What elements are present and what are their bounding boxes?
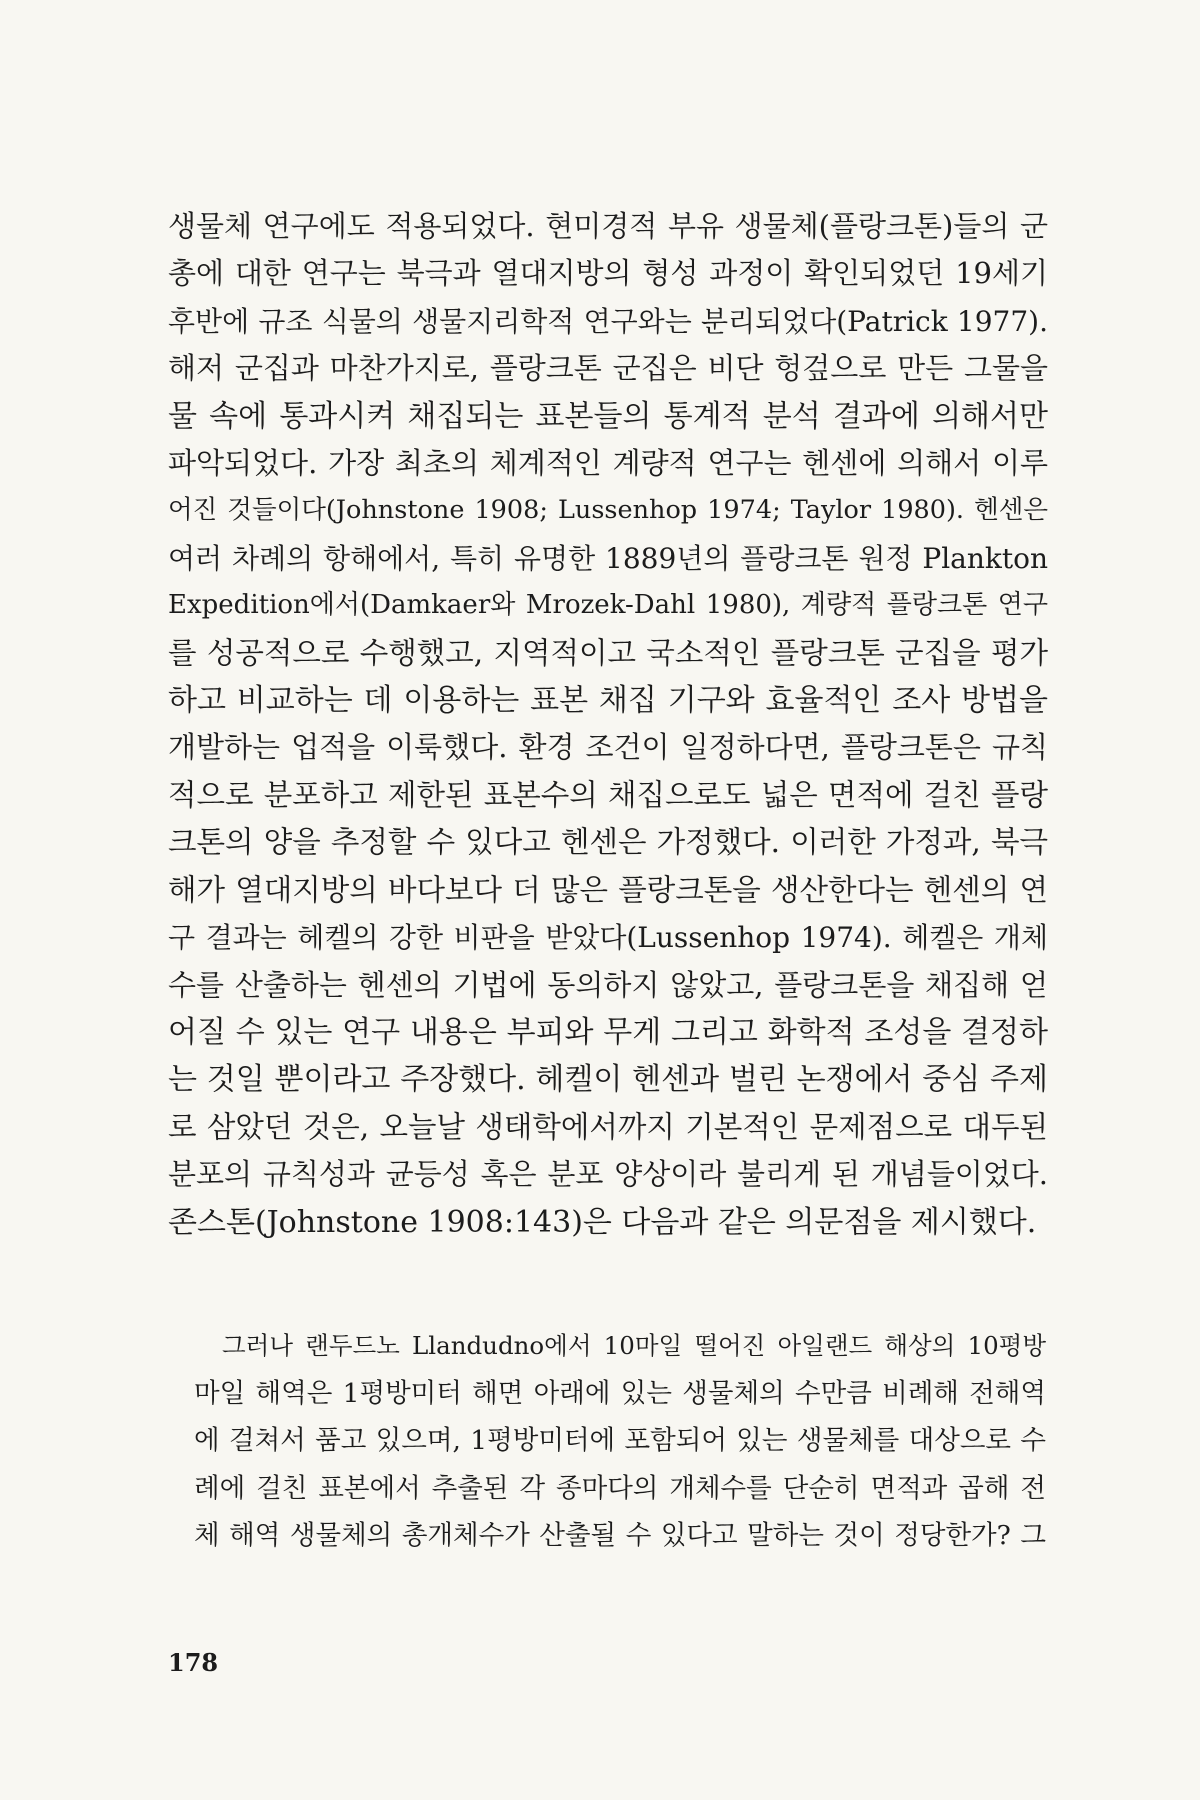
paragraph-line: 는 것일 뿐이라고 주장했다. 헤켈이 헨센과 벌린 논쟁에서 중심 주제 (168, 1062, 1048, 1098)
paragraph-line: 여러 차례의 항해에서, 특히 유명한 1889년의 플랑크톤 원정 Plankton (168, 541, 1048, 575)
paragraph-line: 개발하는 업적을 이룩했다. 환경 조건이 일정하다면, 플랑크톤은 규칙 (168, 730, 1048, 765)
page-number: 178 (168, 1648, 219, 1677)
quote-line: 에 걸쳐서 품고 있으며, 1평방미터에 포함되어 있는 생물체를 대상으로 수 (194, 1425, 1046, 1457)
paragraph-line: 크톤의 양을 추정할 수 있다고 헨센은 가정했다. 이러한 가정과, 북극 (168, 825, 1048, 860)
paragraph-line: 어진 것들이다(Johnstone 1908; Lussenhop 1974; Taylor 1980). 헨센은 (168, 495, 1048, 526)
block-quote (194, 1322, 1046, 1560)
paragraph-line: 후반에 규조 식물의 생물지리학적 연구와는 분리되었다(Patrick 1977). (168, 304, 1048, 338)
paragraph-line: 로 삼았던 것은, 오늘날 생태학에서까지 기본적인 문제점으로 대두된 (168, 1109, 1048, 1144)
paragraph-line: 해가 열대지방의 바다보다 더 많은 플랑크톤을 생산한다는 헨센의 연 (168, 872, 1048, 907)
quote-line: 그러나 랜두드노 Llandudno에서 10마일 떨어진 아일랜드 해상의 10평방 (222, 1331, 1046, 1360)
paragraph-line: 생물체 연구에도 적용되었다. 현미경적 부유 생물체(플랑크톤)들의 군 (168, 209, 1048, 243)
paragraph-line: 어질 수 있는 연구 내용은 부피와 무게 그리고 화학적 조성을 결정하 (168, 1014, 1048, 1050)
quote-line: 마일 해역은 1평방미터 해면 아래에 있는 생물체의 수만큼 비례해 전해역 (194, 1377, 1046, 1409)
quote-line: 례에 걸친 표본에서 추출된 각 종마다의 개체수를 단순히 면적과 곱해 전 (194, 1472, 1046, 1504)
paragraph-line: 존스톤(Johnstone 1908:143)은 다음과 같은 의문점을 제시했다. (168, 1204, 1037, 1240)
paragraph-line: 를 성공적으로 수행했고, 지역적이고 국소적인 플랑크톤 군집을 평가 (168, 635, 1048, 670)
paragraph-line: Expedition에서(Damkaer와 Mrozek-Dahl 1980), 계량적 플랑크톤 연구 (168, 590, 1048, 621)
paragraph-line: 적으로 분포하고 제한된 표본수의 채집으로도 넓은 면적에 걸친 플랑 (168, 777, 1048, 812)
quote-line: 체 해역 생물체의 총개체수가 산출될 수 있다고 말하는 것이 정당한가? 그 (194, 1520, 1046, 1552)
main-paragraph (168, 203, 1048, 1246)
paragraph-line: 분포의 규칙성과 균등성 혹은 분포 양상이라 불리게 된 개념들이었다. (168, 1157, 1048, 1192)
paragraph-line: 구 결과는 헤켈의 강한 비판을 받았다(Lussenhop 1974). 헤켈은 개체 (168, 921, 1048, 955)
paragraph-line: 하고 비교하는 데 이용하는 표본 채집 기구와 효율적인 조사 방법을 (168, 683, 1048, 719)
paragraph-line: 파악되었다. 가장 최초의 체계적인 계량적 연구는 헨센에 의해서 이루 (168, 446, 1048, 481)
paragraph-line: 물 속에 통과시켜 채집되는 표본들의 통계적 분석 결과에 의해서만 (168, 398, 1048, 434)
paragraph-line: 수를 산출하는 헨센의 기법에 동의하지 않았고, 플랑크톤을 채집해 얻 (168, 967, 1048, 1002)
paragraph-line: 해저 군집과 마찬가지로, 플랑크톤 군집은 비단 헝겊으로 만든 그물을 (168, 351, 1048, 386)
paragraph-line: 총에 대한 연구는 북극과 열대지방의 형성 과정이 확인되었던 19세기 (168, 256, 1048, 291)
